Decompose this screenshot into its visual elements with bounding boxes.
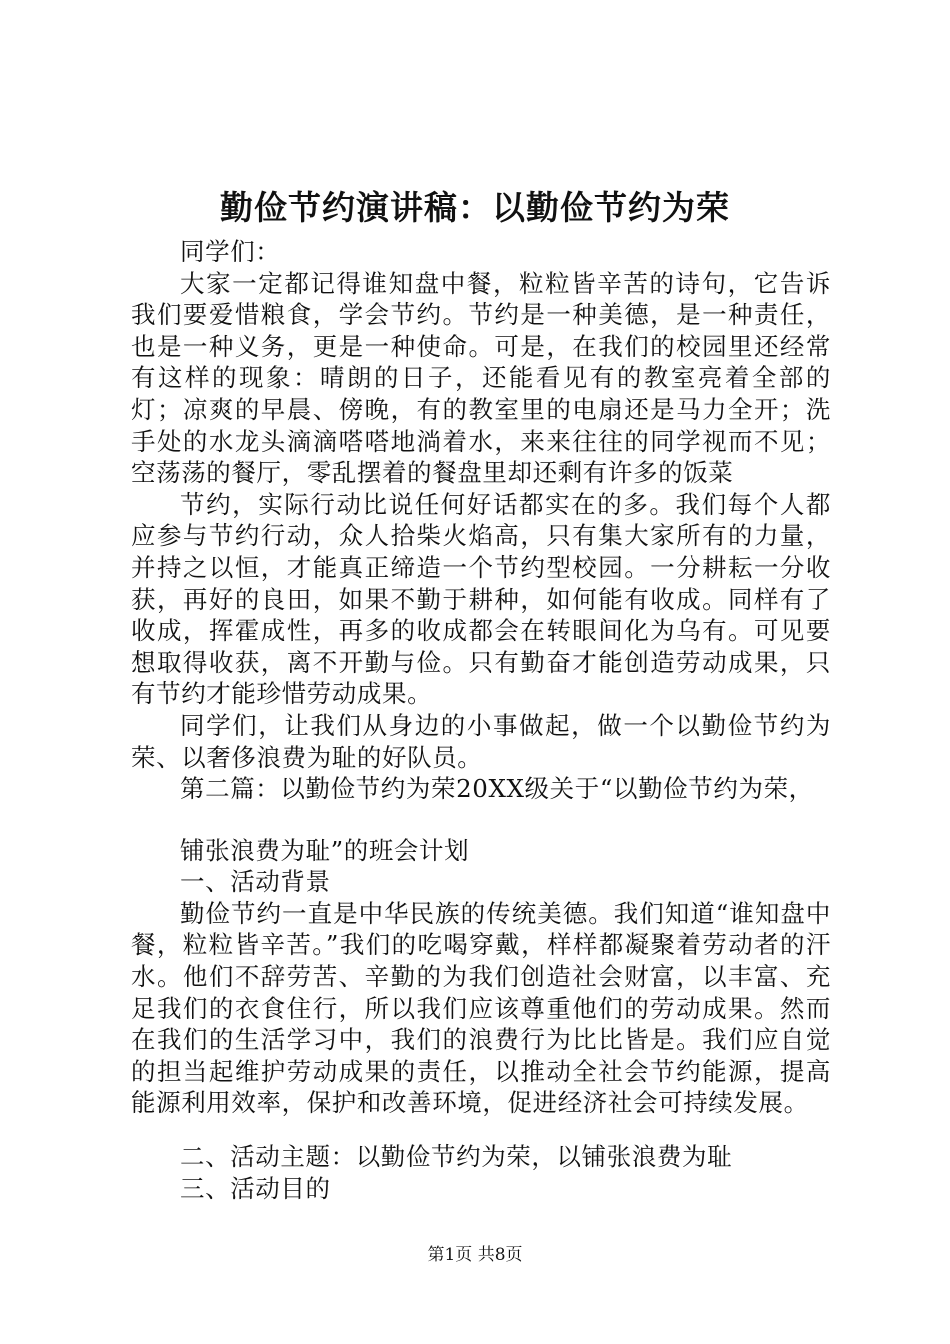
paragraph-call: 同学们，让我们从身边的小事做起，做一个以勤俭节约为荣、以奢侈浪费为耻的好队员。 bbox=[131, 710, 831, 772]
section-heading-continued: 铺张浪费为耻”的班会计划 bbox=[180, 835, 470, 865]
section-heading-background: 一、活动背景 bbox=[180, 867, 331, 897]
paragraph-background: 勤俭节约一直是中华民族的传统美德。我们知道“谁知盘中餐，粒粒皆辛苦。”我们的吃喝穿戴，样样都凝聚着劳动者的汗水。他们不辞劳苦、辛勤的为我们创造社会财富，以丰富、充足我们的衣食住行，所以我们应该尊重他们的劳动成果。然而在我们的生活学习中，我们的浪费行为比比皆是。我们应自觉的担当起维护劳动成果的责任，以推动全社会节约能源，提高能源利用效率，保护和改善环境，促进经济社会可持续发展。 bbox=[131, 898, 831, 1118]
page-number-footer: 第1页 共8页 bbox=[427, 1245, 523, 1265]
section-heading-second-article: 第二篇：以勤俭节约为荣20XX级关于“以勤俭节约为荣， bbox=[180, 774, 814, 804]
section-heading-purpose: 三、活动目的 bbox=[180, 1173, 331, 1203]
paragraph-intro: 大家一定都记得谁知盘中餐，粒粒皆辛苦的诗句，它告诉我们要爱惜粮食，学会节约。节约是一种美德，是一种责任，也是一种义务，更是一种使命。可是，在我们的校园里还经常有这样的现象：晴朗的日子，还能看见有的教室亮着全部的灯；凉爽的早晨、傍晚，有的教室里的电扇还是马力全开；洗手处的水龙头滴滴嗒嗒地淌着水，来来往往的同学视而不见；空荡荡的餐厅，零乱摆着的餐盘里却还剩有许多的饭菜 bbox=[131, 268, 831, 488]
document-body bbox=[131, 236, 831, 1204]
document-title: 勤俭节约演讲稿：以勤俭节约为荣 bbox=[220, 188, 730, 227]
paragraph-salutation: 同学们： bbox=[180, 237, 281, 266]
section-heading-theme: 二、活动主题：以勤俭节约为荣，以铺张浪费为耻 bbox=[180, 1142, 733, 1172]
paragraph-action: 节约，实际行动比说任何好话都实在的多。我们每个人都应参与节约行动，众人拾柴火焰高，只有集大家所有的力量，并持之以恒，才能真正缔造一个节约型校园。一分耕耘一分收获，再好的良田，如果不勤于耕种，如何能有收成。同样有了收成，挥霍成性，再多的收成都会在转眼间化为乌有。可见要想取得收获，离不开勤与俭。只有勤奋才能创造劳动成果，只有节约才能珍惜劳动成果。 bbox=[131, 489, 831, 709]
